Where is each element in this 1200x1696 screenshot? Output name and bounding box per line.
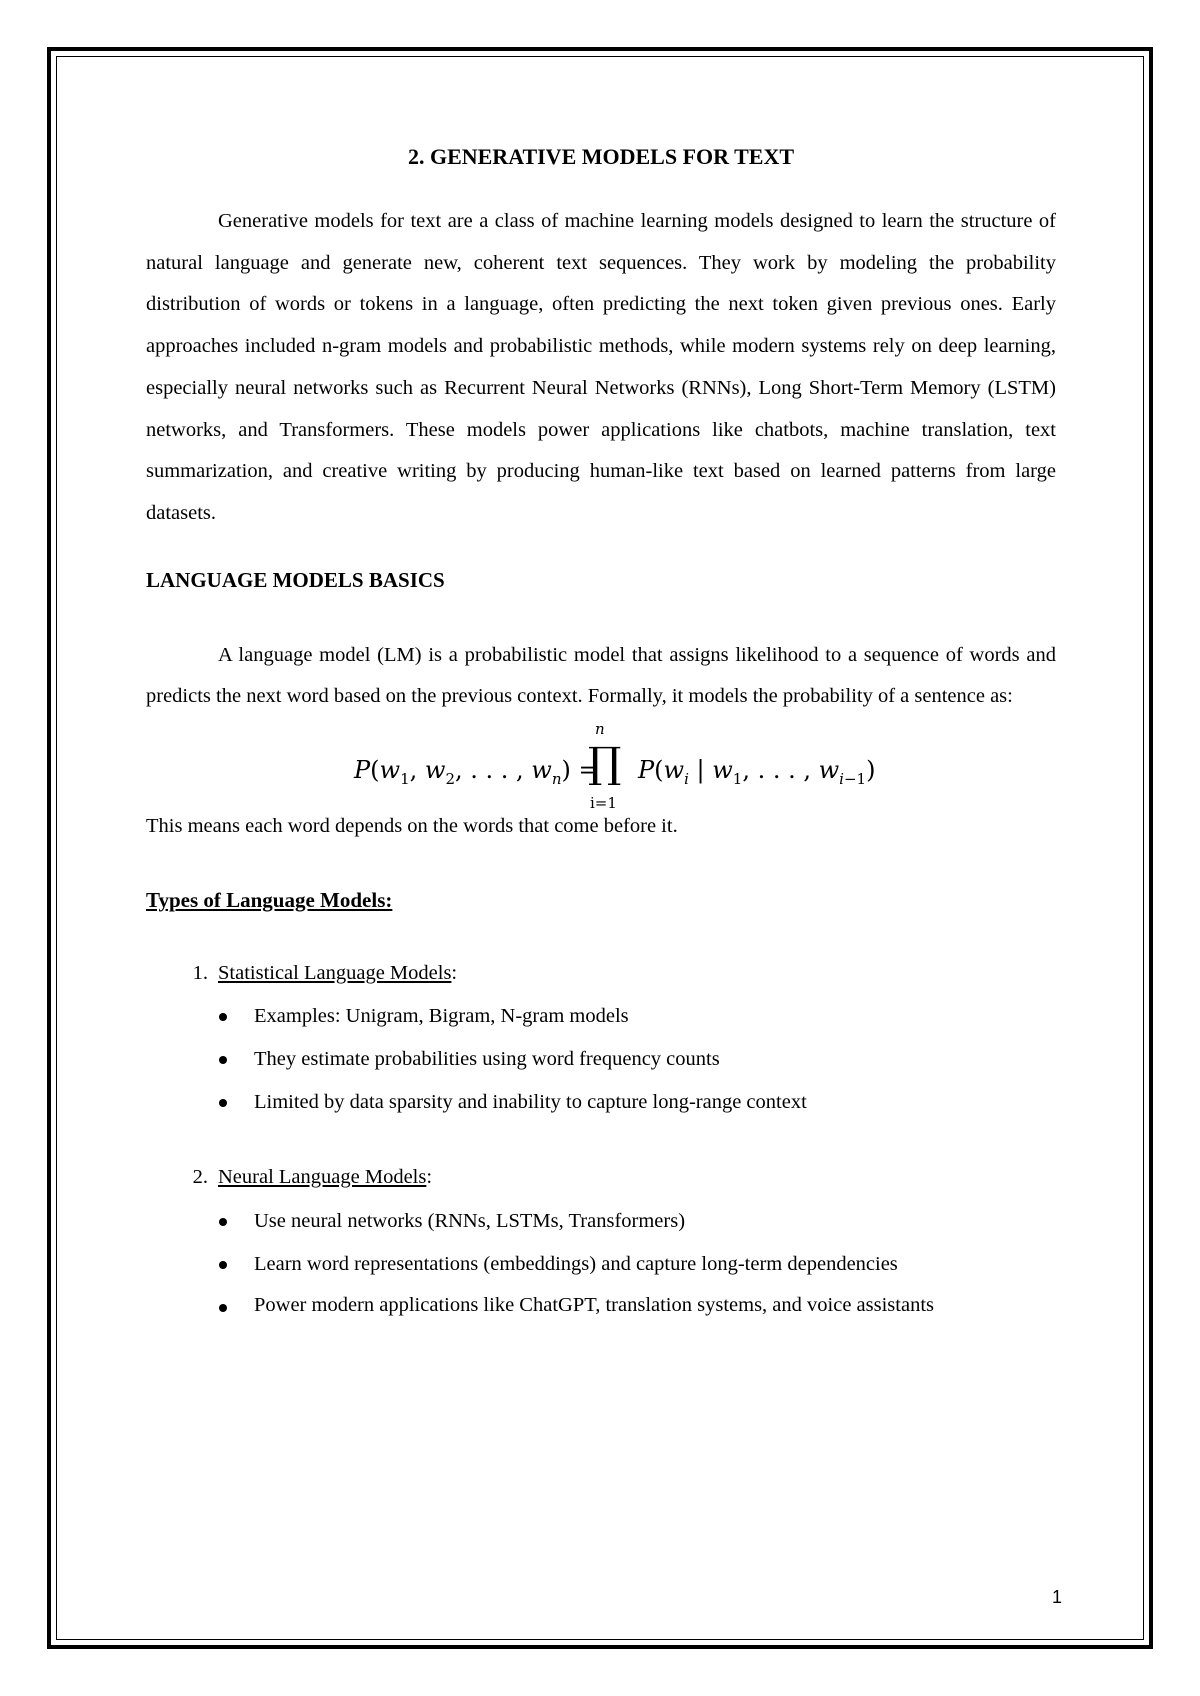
item-number: 1. bbox=[192, 961, 208, 984]
bullet-icon bbox=[219, 1218, 227, 1226]
lm-paragraph: A language model (LM) is a probabilistic model that assigns likelihood to a sequence of words and predicts the next word based on the previous context. Formally, it models the probability of a sentence as: bbox=[146, 643, 1056, 708]
bullet-item: Learn word representations (embeddings) and capture long-term dependencies bbox=[146, 1243, 1056, 1286]
list-item: 2. Neural Language Models: Use neural networks (RNNs, LSTMs, Transformers) Learn word representations (embeddings) and capture long-term dependencies Power modern applications like ChatGPT, translation systems, and voice assistants bbox=[146, 1167, 1056, 1325]
probability-formula bbox=[146, 718, 1056, 813]
page-content bbox=[146, 130, 1056, 1368]
chapter-title: 2. GENERATIVE MODELS FOR TEXT bbox=[407, 144, 795, 169]
bullet-list bbox=[146, 995, 1056, 1124]
item-number: 2. bbox=[192, 1166, 208, 1189]
bullet-item: Power modern applications like ChatGPT, translation systems, and voice assistants bbox=[146, 1286, 1056, 1325]
formula-product-lower: i=1 bbox=[590, 794, 617, 813]
bullet-icon bbox=[219, 1261, 227, 1269]
bullet-item: Limited by data sparsity and inability to capture long-range context bbox=[146, 1081, 1056, 1124]
formula-rhs: $P(w_i$ | $w_1$, . . . , $w_{i-1}$) bbox=[638, 756, 876, 788]
bullet-item: Use neural networks (RNNs, LSTMs, Transformers) bbox=[146, 1200, 1056, 1243]
list-item: 1. Statistical Language Models: Examples: Unigram, Bigram, N-gram models They estimate probabilities using word frequency counts Limited by data sparsity and inability to capture long-range context bbox=[146, 963, 1056, 1125]
intro-paragraph: Generative models for text are a class of machine learning models designed to learn the structure of natural language and generate new, coherent text sequences. They work by modeling the probability distribution of words or tokens in a language, often predicting the next token given previous ones. Early approaches included n-gram models and probabilistic methods, while modern systems rely on deep learning, especially neural networks such as Recurrent Neural Networks (RNNs), Long Short-Term Memory (LSTM) networks, and Transformers. These models power applications like chatbots, machine translation, text summarization, and creative writing by producing human-like text based on learned patterns from large datasets. bbox=[146, 210, 1056, 524]
page-number: 1 bbox=[1052, 1587, 1063, 1607]
bullet-item: Examples: Unigram, Bigram, N-gram models bbox=[146, 995, 1056, 1038]
bullet-list bbox=[146, 1200, 1056, 1325]
bullet-icon bbox=[219, 1056, 227, 1064]
formula-lhs: $P(w_1$, $w_2$, . . . , $w_n$) = bbox=[354, 756, 599, 788]
bullet-icon bbox=[219, 1304, 227, 1312]
item-label: Statistical Language Models bbox=[218, 961, 452, 984]
bullet-icon bbox=[219, 1099, 227, 1107]
means-sentence: This means each word depends on the words that come before it. bbox=[146, 815, 678, 838]
types-list bbox=[146, 963, 1056, 1325]
formula-product-upper: n bbox=[595, 720, 605, 739]
item-label: Neural Language Models bbox=[218, 1166, 427, 1189]
types-heading: Types of Language Models: bbox=[146, 887, 393, 912]
bullet-item: They estimate probabilities using word frequency counts bbox=[146, 1038, 1056, 1081]
bullet-icon bbox=[219, 1013, 227, 1021]
section-heading: LANGUAGE MODELS BASICS bbox=[146, 567, 445, 592]
product-symbol: ∏ bbox=[588, 738, 622, 788]
